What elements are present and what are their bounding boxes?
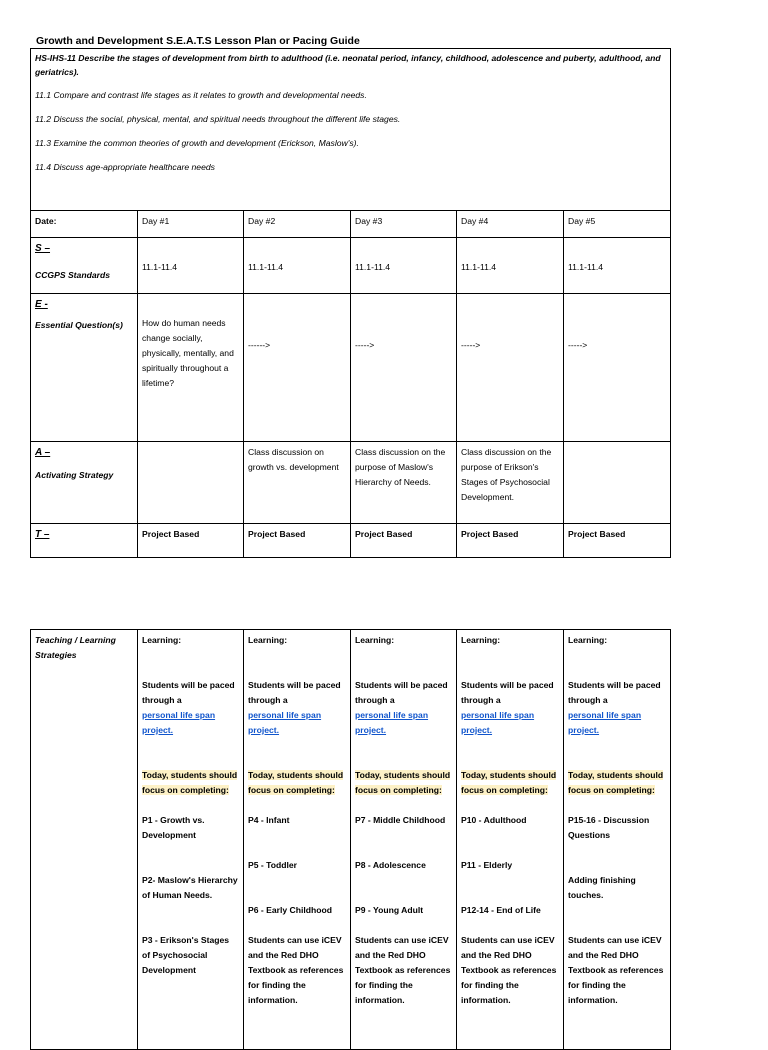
focus-text: Today, students should focus on completing: — [248, 770, 344, 795]
essential-question-cell: -----> — [351, 294, 457, 442]
learning-label: Learning: — [142, 635, 182, 645]
strategy-cell-day2 — [244, 630, 351, 1050]
resource-text: Students can use iCEV and the Red DHO Textbook as references for finding the information. — [461, 935, 557, 1005]
s-subtitle: CCGPS Standards — [35, 270, 110, 280]
project-link[interactable]: personal life span project. — [568, 710, 642, 735]
day-cell: Day #3 — [351, 211, 457, 238]
focus-text: Today, students should focus on completing: — [355, 770, 451, 795]
day-cell: Day #1 — [138, 211, 244, 238]
assignment-item: P6 - Early Childhood — [248, 905, 333, 915]
assignment-item: P15-16 - Discussion Questions — [568, 815, 650, 840]
standard-item: 11.3 Examine the common theories of growth and development (Erickson, Maslow's). — [35, 138, 359, 148]
focus-text: Today, students should focus on completing: — [461, 770, 557, 795]
assignment-item: P8 - Adolescence — [355, 860, 426, 870]
teaching-cell: Project Based — [138, 524, 244, 558]
paced-text: Students will be paced through a — [461, 680, 554, 705]
assignment-item: P5 - Toddler — [248, 860, 298, 870]
learning-label: Learning: — [248, 635, 288, 645]
strategy-cell-day4 — [457, 630, 564, 1050]
activating-cell — [138, 442, 244, 524]
paced-text: Students will be paced through a — [142, 680, 235, 705]
teaching-cell: Project Based — [564, 524, 671, 558]
project-link[interactable]: personal life span project. — [142, 710, 216, 735]
resource-text: Students can use iCEV and the Red DHO Textbook as references for finding the information. — [568, 935, 664, 1005]
paced-text: Students will be paced through a — [568, 680, 661, 705]
s-header — [31, 238, 138, 294]
date-label: Date: — [31, 211, 138, 238]
learning-label: Learning: — [355, 635, 395, 645]
e-header — [31, 294, 138, 442]
standard-cell: 11.1-11.4 — [244, 238, 351, 294]
essential-question-cell: ------> — [244, 294, 351, 442]
essential-question-cell: -----> — [457, 294, 564, 442]
day-cell: Day #4 — [457, 211, 564, 238]
project-link[interactable]: personal life span project. — [355, 710, 429, 735]
assignment-item: P4 - Infant — [248, 815, 290, 825]
project-link[interactable]: personal life span project. — [461, 710, 535, 735]
activating-row — [31, 442, 671, 524]
a-subtitle: Activating Strategy — [35, 470, 114, 480]
essential-question-cell: How do human needs change socially, physically, mentally, and spiritually throughout a lifetime? — [138, 294, 244, 442]
assignment-item: P3 - Erikson's Stages of Psychosocial Development — [142, 935, 230, 975]
paced-text: Students will be paced through a — [355, 680, 448, 705]
day-number: 4 — [483, 216, 489, 226]
day-cell: Day #2 — [244, 211, 351, 238]
teaching-cell: Project Based — [244, 524, 351, 558]
teaching-row — [31, 524, 671, 558]
strategy-cell-day1 — [138, 630, 244, 1050]
teaching-cell: Project Based — [351, 524, 457, 558]
standards-row — [31, 238, 671, 294]
assignment-item: P9 - Young Adult — [355, 905, 424, 915]
assignment-item: P12-14 - End of Life — [461, 905, 541, 915]
assignment-item: P11 - Elderly — [461, 860, 513, 870]
standards-description — [31, 49, 671, 211]
essential-question-cell: -----> — [564, 294, 671, 442]
strategies-label: Teaching / Learning Strategies — [31, 630, 138, 1050]
resource-text: Students can use iCEV and the Red DHO Textbook as references for finding the information. — [248, 935, 344, 1005]
day-number: 5 — [590, 216, 596, 226]
learning-label: Learning: — [568, 635, 608, 645]
standard-cell: 11.1-11.4 — [457, 238, 564, 294]
day-number: 2 — [270, 216, 276, 226]
day-number: 1 — [164, 216, 170, 226]
activating-cell: Class discussion on growth vs. development — [244, 442, 351, 524]
strategy-cell-day5 — [564, 630, 671, 1050]
assignment-item: P1 - Growth vs. Development — [142, 815, 205, 840]
a-letter: A – — [35, 447, 51, 458]
standard-main: HS-IHS-11 Describe the stages of development from birth to adulthood (i.e. neonatal period, infancy, childhood, adolescence and puberty, adulthood, and geriatrics). — [35, 53, 661, 77]
learning-label: Learning: — [461, 635, 501, 645]
focus-text: Today, students should focus on completing: — [568, 770, 664, 795]
strategy-cell-day3 — [351, 630, 457, 1050]
teaching-cell: Project Based — [457, 524, 564, 558]
assignment-item: P2- Maslow's Hierarchy of Human Needs. — [142, 875, 238, 900]
standard-item: 11.2 Discuss the social, physical, mental, and spiritual needs throughout the different life stages. — [35, 114, 401, 124]
day-number: 3 — [377, 216, 383, 226]
standard-item: 11.1 Compare and contrast life stages as it relates to growth and developmental needs. — [35, 90, 367, 100]
paced-text: Students will be paced through a — [248, 680, 341, 705]
strategies-table — [30, 629, 671, 1050]
standard-cell: 11.1-11.4 — [564, 238, 671, 294]
resource-text: Students can use iCEV and the Red DHO Textbook as references for finding the information. — [355, 935, 451, 1005]
standard-item: 11.4 Discuss age-appropriate healthcare needs — [35, 162, 215, 172]
e-letter: E - — [35, 299, 48, 310]
t-letter: T – — [35, 529, 50, 540]
t-header — [31, 524, 138, 558]
activating-cell: Class discussion on the purpose of Erikson's Stages of Psychosocial Development. — [457, 442, 564, 524]
project-link[interactable]: personal life span project. — [248, 710, 322, 735]
assignment-item: Adding finishing touches. — [568, 875, 636, 900]
assignment-item: P10 - Adulthood — [461, 815, 527, 825]
activating-cell — [564, 442, 671, 524]
s-letter: S – — [35, 243, 51, 254]
e-subtitle: Essential Question(s) — [35, 320, 123, 330]
date-row — [31, 211, 671, 238]
lesson-plan-table — [30, 48, 671, 558]
standard-cell: 11.1-11.4 — [351, 238, 457, 294]
day-cell: Day #5 — [564, 211, 671, 238]
a-header — [31, 442, 138, 524]
activating-cell: Class discussion on the purpose of Maslow's Hierarchy of Needs. — [351, 442, 457, 524]
document-title: Growth and Development S.E.A.T.S Lesson Plan or Pacing Guide — [36, 35, 360, 47]
assignment-item: P7 - Middle Childhood — [355, 815, 446, 825]
standard-cell: 11.1-11.4 — [138, 238, 244, 294]
focus-text: Today, students should focus on completing: — [142, 770, 238, 795]
essential-question-row — [31, 294, 671, 442]
